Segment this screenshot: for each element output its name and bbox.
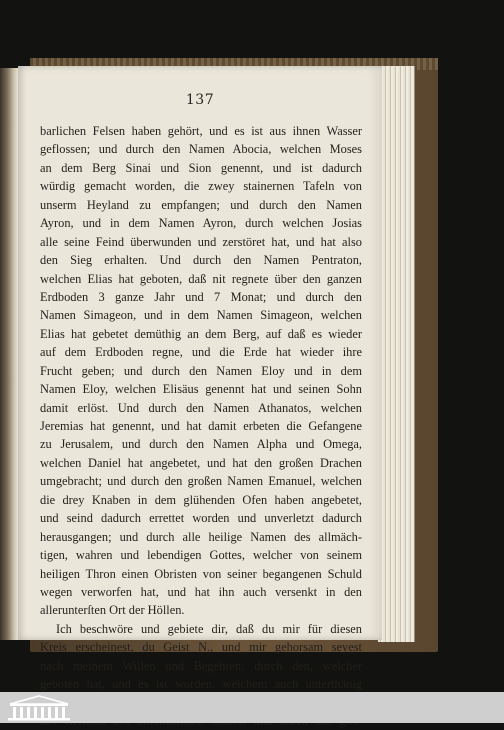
- text-line: Elias hat gebetet demüthig an dem Berg, auf daß es wieder: [40, 326, 362, 341]
- text-line: geboten hat, und es ist worden, welchem auch unterthänig: [40, 677, 362, 692]
- text-line: die drey Knaben in dem glühenden Ofen haben angebetet,: [40, 492, 362, 507]
- text-line: welchen Elias hat geboten, daß nit regnete über den ganzen: [40, 271, 362, 286]
- text-line: Ayron, und in dem Namen Ayron, durch welchen Josias: [40, 216, 362, 231]
- page-stack-edge: [378, 66, 415, 642]
- text-line: wegen verworfen hat, und hat ihn auch versenkt in den: [40, 584, 362, 599]
- text-line: Jeremias hat genennt, und hat damit erbeten die Gefangene: [40, 419, 362, 433]
- text-line: zu Jerusalem, und durch den Namen Alpha und Omega,: [40, 437, 362, 452]
- text-line: Namen Simageon, und in dem Namen Simageon, welchen: [40, 308, 362, 323]
- text-line: den Sieg erhalten. Und durch den Namen Pentraton,: [40, 253, 362, 268]
- book-page: [18, 66, 382, 692]
- text-line: Ich beschwöre und gebiete dir, daß du mir für diesen: [56, 621, 362, 636]
- page-text: [40, 122, 362, 730]
- text-line: alle seine Feind überwunden und zerstöret hat, und hat also: [40, 234, 362, 249]
- text-line: nach meinem Willen und Begehren; durch den, welcher: [40, 658, 362, 673]
- text-line: herausgangen; und durch alle heilige Namen des allmäch-: [40, 529, 362, 544]
- text-line: umgebracht; und durch den großen Namen Emanuel, welchen: [40, 474, 362, 489]
- text-line: welchen Daniel hat angebetet, und hat den großen Drachen: [40, 455, 362, 470]
- text-line: Frucht geben; und durch den Namen Eloy und in dem: [40, 363, 362, 378]
- page-number: 137: [185, 92, 215, 108]
- text-line: Erdboden 3 ganze Jahr und 7 Monat; und durch den: [40, 289, 362, 304]
- text-line: an dem Berg Sinai und Sion genennt, und ist dadurch: [40, 160, 362, 175]
- text-line: heiligen Thron einen Obristen von seiner begangenen Schuld: [40, 566, 362, 581]
- text-line: und seind dadurch errettet worden und unverletzt dadurch: [40, 511, 362, 526]
- facing-page-edge: [0, 68, 18, 640]
- footer-bar: [0, 692, 504, 723]
- text-line: Namen Eloy, welchen Elisäus genennt hat und seinen Sohn: [40, 382, 362, 397]
- text-line: unserm Heyland zu empfangen; und durch den Namen: [40, 197, 362, 212]
- text-line: geflossen; und durch den Namen Abocia, welchen Moses: [40, 142, 362, 157]
- text-line: Kreis erscheinest, du Geist N., und mir gehorsam seyest: [40, 640, 362, 655]
- text-line: auf dem Erdboden regne, und die Erde hat wieder ihre: [40, 345, 362, 360]
- library-building-logo: [4, 694, 74, 722]
- text-line: barlichen Felsen haben gehört, und es ist aus ihnen Wasser: [40, 124, 362, 138]
- text-line: tigen, wahren und lebendigen Gottes, welcher von seinem: [40, 548, 362, 563]
- text-line: damit erlöst. Und durch den Namen Athanatos, welchen: [40, 400, 362, 415]
- text-line: allerunterſten Ort der Höllen.: [40, 603, 185, 618]
- text-line: würdig gemacht worden, die zwey stainernen Tafeln von: [40, 179, 362, 194]
